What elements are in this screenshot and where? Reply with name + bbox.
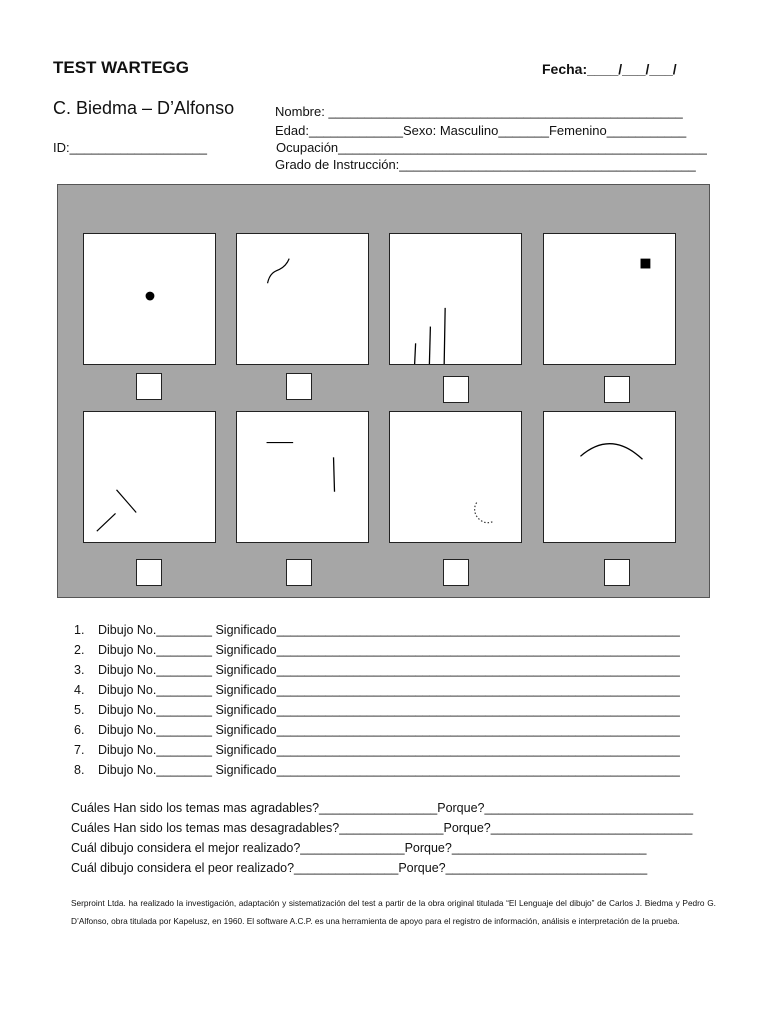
date-field[interactable]: Fecha:____/___/___/ xyxy=(542,61,677,77)
drawing-number-box-7[interactable] xyxy=(443,559,469,586)
id-field[interactable]: ID:___________________ xyxy=(53,140,207,155)
education-field[interactable]: Grado de Instrucción:_________________________________________ xyxy=(275,157,696,172)
drawing-number-box-5[interactable] xyxy=(136,559,162,586)
answer-row[interactable]: 7. Dibujo No.________ Significado__________________________________________________________ xyxy=(74,743,680,757)
drawing-number-box-8[interactable] xyxy=(604,559,630,586)
dot-stimulus-icon xyxy=(84,234,215,364)
drawing-frame-4[interactable] xyxy=(543,233,676,365)
perpendicular-lines-stimulus-icon xyxy=(237,412,368,542)
answer-row[interactable]: 6. Dibujo No.________ Significado__________________________________________________________ xyxy=(74,723,680,737)
age-sex-field[interactable]: Edad:_____________Sexo: Masculino_______Femenino___________ xyxy=(275,123,687,138)
drawing-frame-3[interactable] xyxy=(389,233,522,365)
drawing-frame-8[interactable] xyxy=(543,411,676,543)
drawing-number-box-3[interactable] xyxy=(443,376,469,403)
test-title: TEST WARTEGG xyxy=(53,58,189,77)
wavy-line-stimulus-icon xyxy=(237,234,368,364)
drawing-number-box-2[interactable] xyxy=(286,373,312,400)
question-most-unpleasant[interactable]: Cuáles Han sido los temas mas desagradables?_______________Porque?_____________________________ xyxy=(71,821,693,835)
question-most-pleasant[interactable]: Cuáles Han sido los temas mas agradables?_________________Porque?______________________________ xyxy=(71,801,694,815)
answer-row[interactable]: 2. Dibujo No.________ Significado__________________________________________________________ xyxy=(74,643,680,657)
author-line: C. Biedma – D’Alfonso xyxy=(53,98,235,118)
drawing-board xyxy=(57,184,710,598)
drawing-frame-6[interactable] xyxy=(236,411,369,543)
drawing-number-box-1[interactable] xyxy=(136,373,162,400)
answer-row[interactable]: 3. Dibujo No.________ Significado__________________________________________________________ xyxy=(74,663,680,677)
dotted-arc-stimulus-icon xyxy=(390,412,521,542)
curved-arc-stimulus-icon xyxy=(544,412,675,542)
ascending-lines-stimulus-icon xyxy=(390,234,521,364)
occupation-field[interactable]: Ocupación___________________________________________________ xyxy=(276,140,707,155)
name-field[interactable]: Nombre: _________________________________________________ xyxy=(275,104,683,119)
drawing-answer-list xyxy=(74,620,680,780)
diagonal-lines-stimulus-icon xyxy=(84,412,215,542)
drawing-number-box-6[interactable] xyxy=(286,559,312,586)
drawing-frame-2[interactable] xyxy=(236,233,369,365)
drawing-frame-1[interactable] xyxy=(83,233,216,365)
answer-row[interactable]: 1. Dibujo No.________ Significado__________________________________________________________ xyxy=(74,623,680,637)
black-square-stimulus-icon xyxy=(544,234,675,364)
footer-note: Serproint Ltda. ha realizado la investigación, adaptación y sistematización del test a partir de la obra original titulada “El Lenguaje del dibujo” de Carlos J. Biedma y Pedro G. D’Alfonso, obra titulada por Kapelusz, en 1960. El software A.C.P. es una herramienta de apoyo para el registro de información, análisis e interpretación de la prueba. xyxy=(71,898,716,926)
drawing-frame-5[interactable] xyxy=(83,411,216,543)
drawing-frame-7[interactable] xyxy=(389,411,522,543)
question-worst-drawing[interactable]: Cuál dibujo considera el peor realizado?_______________Porque?_____________________________ xyxy=(71,861,648,875)
question-best-drawing[interactable]: Cuál dibujo considera el mejor realizado?_______________Porque?____________________________ xyxy=(71,841,647,855)
answer-row[interactable]: 5. Dibujo No.________ Significado__________________________________________________________ xyxy=(74,703,680,717)
answer-row[interactable]: 8. Dibujo No.________ Significado__________________________________________________________ xyxy=(74,763,680,777)
drawing-number-box-4[interactable] xyxy=(604,376,630,403)
preference-questions xyxy=(71,798,693,878)
answer-row[interactable]: 4. Dibujo No.________ Significado__________________________________________________________ xyxy=(74,683,680,697)
